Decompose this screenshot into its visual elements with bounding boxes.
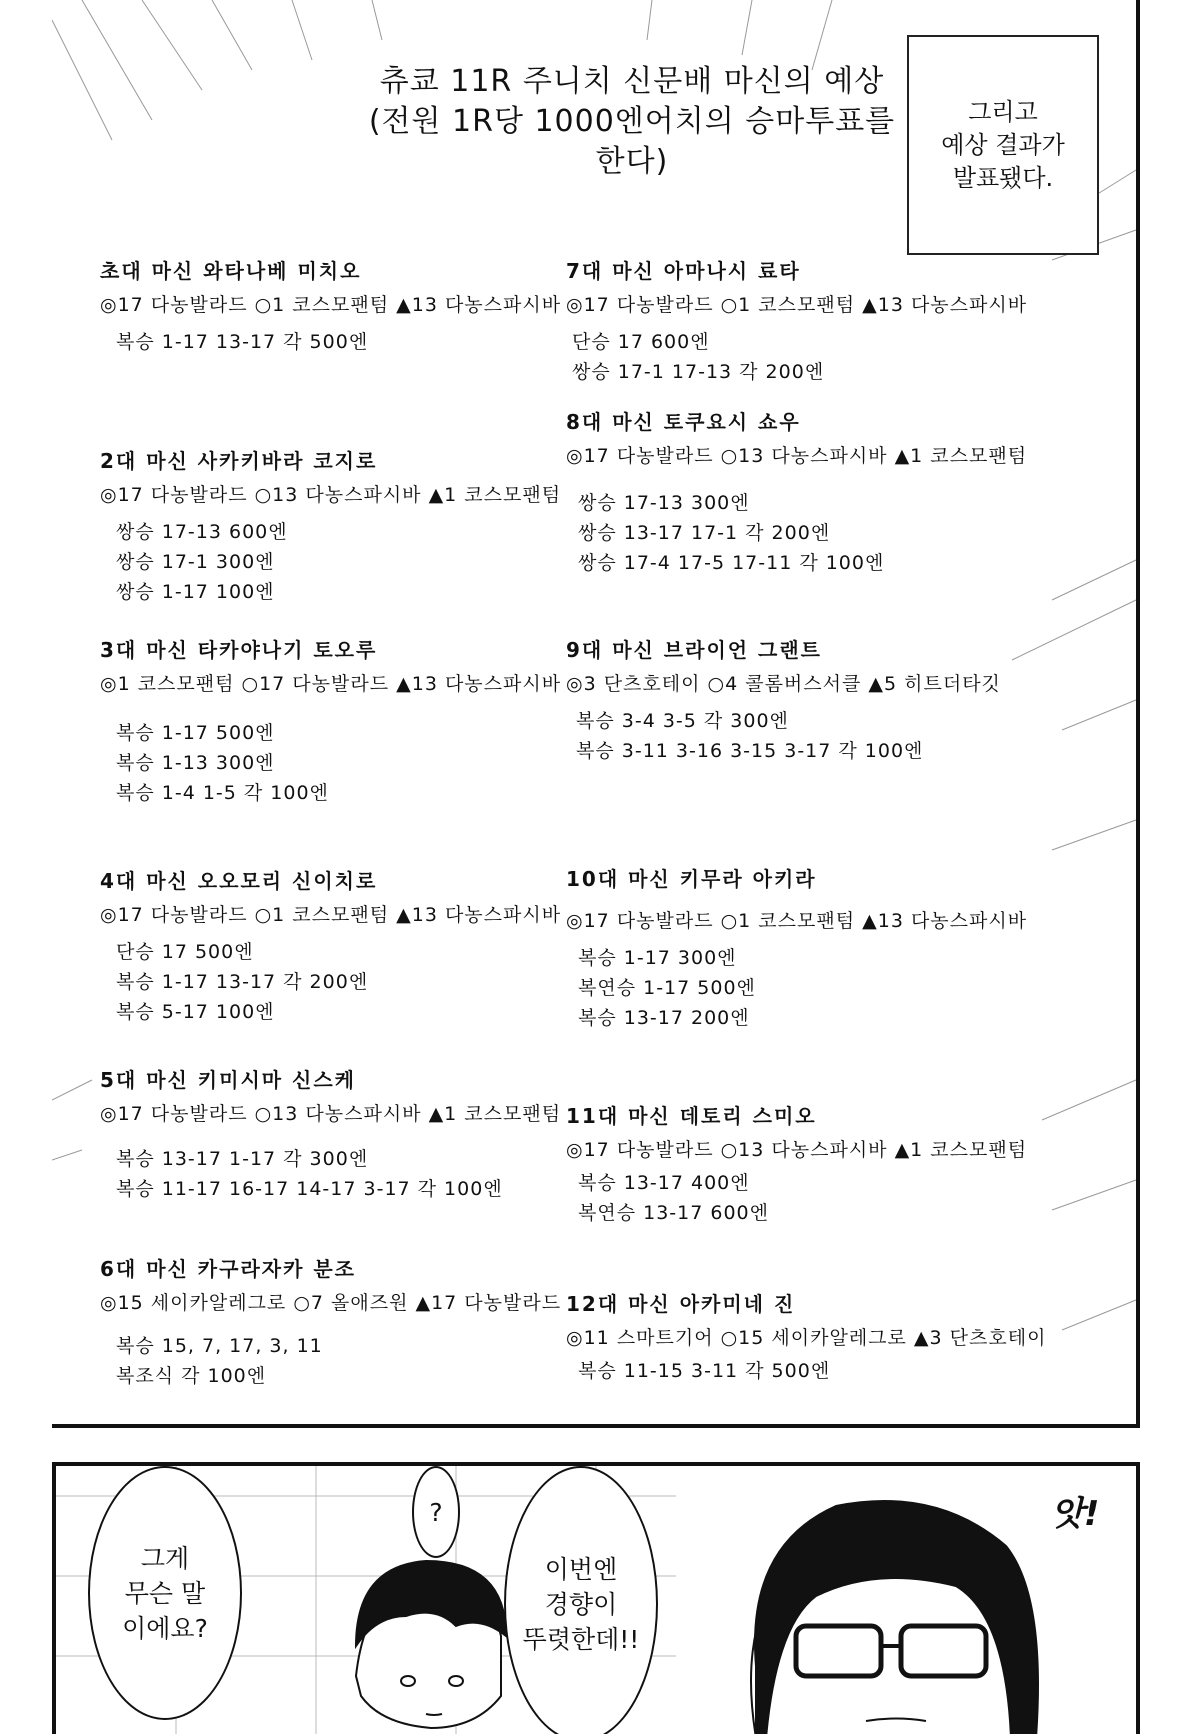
prediction-6 [100, 1255, 570, 1391]
sound-effect: 앗! [1051, 1494, 1100, 1534]
bottom-panel [52, 1462, 1140, 1734]
bet-line: 복연승 1-17 500엔 [578, 977, 756, 999]
bet-line: 복승 11-15 3-11 각 500엔 [578, 1360, 831, 1382]
prediction-pick: ◎17 다농발라드 ○1 코스모팬텀 ▲13 다농스파시바 [100, 904, 562, 926]
prediction-pick: ◎17 다농발라드 ○13 다농스파시바 ▲1 코스모팬텀 [100, 1103, 562, 1125]
bet-line: 복승 13-17 200엔 [578, 1007, 750, 1029]
bet-line: 쌍승 17-1 300엔 [116, 551, 275, 573]
speech-bubble-question [412, 1466, 460, 1558]
bubble-line: 이에요? [122, 1613, 208, 1643]
character-right [751, 1501, 1038, 1734]
prediction-header: 초대 마신 와타나베 미치오 [100, 259, 362, 283]
prediction-header: 12대 마신 아카미네 진 [566, 1292, 796, 1316]
prediction-header: 7대 마신 아마나시 료타 [566, 259, 801, 283]
bubble-line: 이번엔 [544, 1554, 618, 1584]
speech-bubble-left [88, 1466, 242, 1720]
top-panel [52, 0, 1140, 1428]
prediction-header: 2대 마신 사카키바라 코지로 [100, 449, 378, 473]
prediction-2 [100, 447, 570, 607]
prediction-pick: ◎3 단츠호테이 ○4 콜롬버스서클 ▲5 히트더타깃 [566, 673, 1001, 695]
caption-line: 예상 결과가 [941, 130, 1065, 159]
prediction-bets [100, 718, 570, 808]
bet-line: 복조식 각 100엔 [116, 1365, 267, 1387]
bet-line: 쌍승 17-1 17-13 각 200엔 [572, 361, 825, 383]
title-line: 츄쿄 11R 주니치 신문배 마신의 예상 [379, 64, 885, 99]
caption-box [907, 35, 1099, 255]
speech-bubble-center [504, 1466, 658, 1734]
prediction-header: 3대 마신 타카야나기 토오루 [100, 638, 378, 662]
bet-line: 복승 1-13 300엔 [116, 752, 275, 774]
prediction-bets [566, 1356, 1126, 1386]
prediction-header: 9대 마신 브라이언 그랜트 [566, 638, 823, 662]
character-left [356, 1561, 506, 1728]
bet-line: 복승 3-4 3-5 각 300엔 [576, 710, 789, 732]
prediction-header: 6대 마신 카구라자카 분조 [100, 1257, 357, 1281]
bet-line: 쌍승 13-17 17-1 각 200엔 [578, 522, 831, 544]
bet-line: 단승 17 500엔 [116, 941, 254, 963]
prediction-header: 10대 마신 키무라 아키라 [566, 867, 817, 891]
prediction-10 [566, 865, 1036, 1033]
bet-line: 복승 13-17 1-17 각 300엔 [116, 1148, 369, 1170]
prediction-7 [566, 257, 1036, 387]
bet-line: 쌍승 1-17 100엔 [116, 581, 275, 603]
prediction-4 [100, 867, 570, 1027]
bubble-line: 뚜렷한데!! [522, 1624, 640, 1654]
bet-line: 쌍승 17-13 600엔 [116, 521, 288, 543]
title-line: (전원 1R당 1000엔어치의 승마투표를 한다) [368, 104, 896, 179]
prediction-bets [100, 937, 570, 1027]
prediction-3 [100, 636, 570, 808]
caption-line: 그리고 [968, 97, 1038, 126]
bet-line: 복승 1-17 13-17 각 500엔 [116, 331, 369, 353]
prediction-pick: ◎17 다농발라드 ○1 코스모팬텀 ▲13 다농스파시바 [566, 294, 1028, 316]
prediction-bets [100, 517, 570, 607]
page-title [352, 62, 912, 182]
prediction-bets [566, 488, 1036, 578]
bet-line: 복승 3-11 3-16 3-15 3-17 각 100엔 [576, 740, 924, 762]
bet-line: 복연승 13-17 600엔 [578, 1202, 769, 1224]
prediction-11 [566, 1102, 1036, 1228]
prediction-header: 4대 마신 오오모리 신이치로 [100, 869, 378, 893]
bet-line: 복승 1-4 1-5 각 100엔 [116, 782, 329, 804]
prediction-12 [566, 1290, 1126, 1386]
prediction-8 [566, 408, 1036, 578]
bet-line: 복승 15, 7, 17, 3, 11 [116, 1335, 323, 1357]
prediction-pick: ◎11 스마트기어 ○15 세이카알레그로 ▲3 단츠호테이 [566, 1327, 1047, 1349]
bet-line: 쌍승 17-13 300엔 [578, 492, 750, 514]
bet-line: 쌍승 17-4 17-5 17-11 각 100엔 [578, 552, 885, 574]
prediction-bets [100, 1144, 570, 1204]
bubble-line: ? [429, 1497, 443, 1527]
prediction-pick: ◎17 다농발라드 ○1 코스모팬텀 ▲13 다농스파시바 [566, 910, 1028, 932]
bet-line: 복승 1-17 13-17 각 200엔 [116, 971, 369, 993]
prediction-pick: ◎17 다농발라드 ○1 코스모팬텀 ▲13 다농스파시바 [100, 294, 562, 316]
bet-line: 복승 11-17 16-17 14-17 3-17 각 100엔 [116, 1178, 503, 1200]
prediction-1 [100, 257, 570, 357]
bubble-line: 경향이 [544, 1589, 618, 1619]
prediction-bets [100, 327, 570, 357]
prediction-pick: ◎17 다농발라드 ○13 다농스파시바 ▲1 코스모팬텀 [566, 445, 1028, 467]
bet-line: 복승 13-17 400엔 [578, 1172, 750, 1194]
prediction-bets [566, 327, 1036, 387]
prediction-bets [566, 943, 1036, 1033]
prediction-header: 11대 마신 데토리 스미오 [566, 1104, 817, 1128]
bet-line: 복승 1-17 300엔 [578, 947, 737, 969]
prediction-pick: ◎17 다농발라드 ○13 다농스파시바 ▲1 코스모팬텀 [100, 484, 562, 506]
bet-line: 단승 17 600엔 [572, 331, 710, 353]
prediction-bets [566, 1168, 1036, 1228]
prediction-header: 5대 마신 키미시마 신스케 [100, 1068, 357, 1092]
bet-line: 복승 1-17 500엔 [116, 722, 275, 744]
prediction-5 [100, 1066, 570, 1204]
prediction-pick: ◎15 세이카알레그로 ○7 올애즈원 ▲17 다농발라드 [100, 1292, 562, 1314]
prediction-pick: ◎1 코스모팬텀 ○17 다농발라드 ▲13 다농스파시바 [100, 673, 562, 695]
bubble-line: 무슨 말 [124, 1578, 206, 1608]
prediction-bets [566, 706, 1036, 766]
caption-line: 발표됐다. [952, 163, 1054, 192]
prediction-bets [100, 1331, 570, 1391]
bet-line: 복승 5-17 100엔 [116, 1001, 275, 1023]
bubble-line: 그게 [140, 1543, 190, 1573]
prediction-header: 8대 마신 토쿠요시 쇼우 [566, 410, 801, 434]
prediction-pick: ◎17 다농발라드 ○13 다농스파시바 ▲1 코스모팬텀 [566, 1139, 1028, 1161]
prediction-9 [566, 636, 1036, 766]
